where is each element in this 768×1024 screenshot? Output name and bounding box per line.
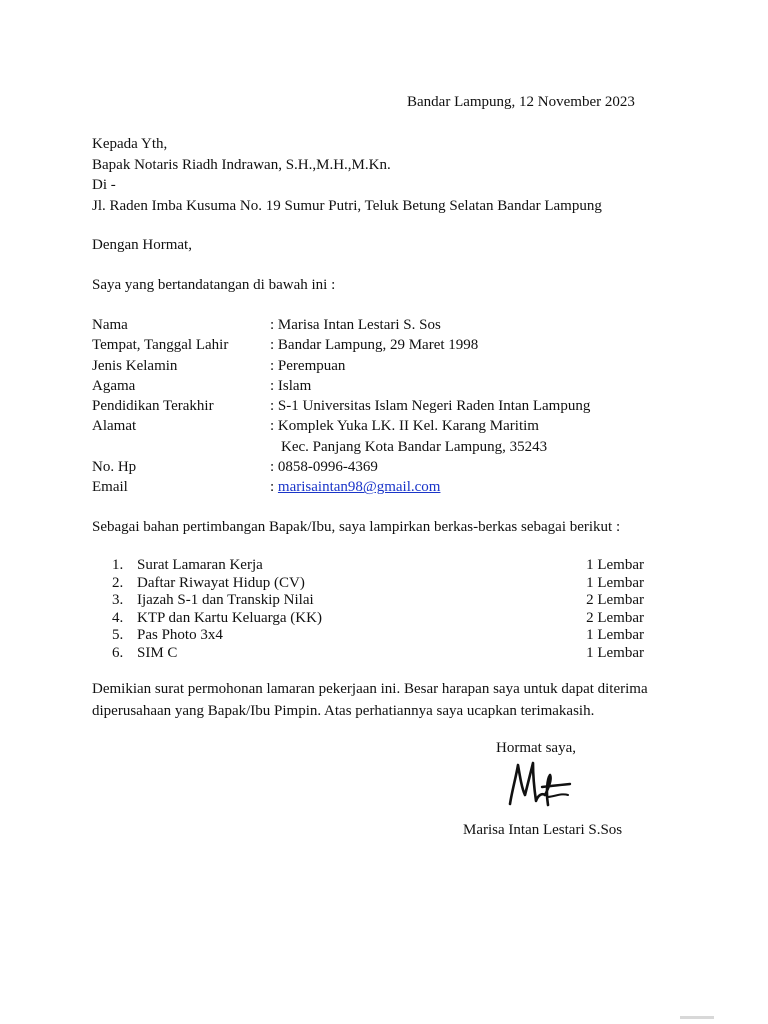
gender-label: Jenis Kelamin <box>92 357 178 374</box>
list-item <box>112 644 644 662</box>
list-item <box>112 591 644 609</box>
closing-line-1: Demikian surat permohonan lamaran pekerjaan ini. Besar harapan saya untuk dapat diterima <box>92 681 648 697</box>
closing-paragraph <box>92 680 648 724</box>
list-item-name: SIM C <box>137 644 178 661</box>
attachments-list <box>112 556 644 662</box>
recipient-address: Jl. Raden Imba Kusuma No. 19 Sumur Putri, Teluk Betung Selatan Bandar Lampung <box>92 197 602 214</box>
recipient-block <box>92 135 602 217</box>
list-item-quantity: 1 Lembar <box>586 627 644 644</box>
email-link[interactable]: marisaintan98@gmail.com <box>277 479 441 496</box>
religion-value: : Islam <box>270 377 312 394</box>
recipient-di: Di - <box>92 177 116 193</box>
list-item <box>112 626 644 644</box>
recipient-salutation: Kepada Yth, <box>92 136 168 152</box>
name-label: Nama <box>92 317 128 333</box>
attachments-intro: Sebagai bahan pertimbangan Bapak/Ibu, saya lampirkan berkas-berkas sebagai berikut : <box>92 519 621 535</box>
list-item <box>112 609 644 627</box>
education-value: : S-1 Universitas Islam Negeri Raden Intan Lampung <box>270 398 591 415</box>
email-value-wrap <box>270 478 440 496</box>
religion-label: Agama <box>92 377 136 394</box>
list-item-quantity: 1 Lembar <box>586 574 644 591</box>
signature-icon <box>500 757 580 813</box>
footer-mark <box>680 1016 714 1019</box>
phone-label: No. Hp <box>92 459 137 476</box>
list-item-number: 3. <box>112 592 124 609</box>
list-item-number: 5. <box>112 627 124 644</box>
list-item-name: Surat Lamaran Kerja <box>137 557 263 573</box>
birth-label: Tempat, Tanggal Lahir <box>92 337 229 354</box>
closing-line-2: diperusahaan yang Bapak/Ibu Pimpin. Atas perhatiannya saya ucapkan terimakasih. <box>92 703 595 719</box>
education-label: Pendidikan Terakhir <box>92 398 214 415</box>
birth-value: : Bandar Lampung, 29 Maret 1998 <box>270 337 479 354</box>
list-item-name: Pas Photo 3x4 <box>137 627 223 644</box>
address-value-line1: : Komplek Yuka LK. II Kel. Karang Maritim <box>270 418 539 435</box>
gender-value: : Perempuan <box>270 357 346 374</box>
list-item-quantity: 1 Lembar <box>586 644 644 661</box>
list-item-quantity: 2 Lembar <box>586 592 644 609</box>
intro-text: Saya yang bertandatangan di bawah ini : <box>92 277 336 293</box>
signer-name: Marisa Intan Lestari S.Sos <box>463 822 623 838</box>
email-label: Email <box>92 479 128 496</box>
list-item <box>112 556 644 574</box>
sign-off: Hormat saya, <box>496 740 576 756</box>
list-item-number: 1. <box>112 557 124 573</box>
list-item-quantity: 2 Lembar <box>586 609 644 626</box>
list-item-number: 6. <box>112 644 124 661</box>
list-item-name: Daftar Riwayat Hidup (CV) <box>137 574 305 591</box>
list-item-name: KTP dan Kartu Keluarga (KK) <box>137 609 322 626</box>
address-value-line2: Kec. Panjang Kota Bandar Lampung, 35243 <box>281 438 548 455</box>
address-label: Alamat <box>92 418 137 435</box>
list-item-number: 4. <box>112 609 124 626</box>
name-value: : Marisa Intan Lestari S. Sos <box>270 317 441 333</box>
greeting: Dengan Hormat, <box>92 237 192 253</box>
list-item-name: Ijazah S-1 dan Transkip Nilai <box>137 592 314 609</box>
phone-value: : 0858-0996-4369 <box>270 459 378 476</box>
recipient-name: Bapak Notaris Riadh Indrawan, S.H.,M.H.,M.Kn. <box>92 156 391 173</box>
list-item-quantity: 1 Lembar <box>586 557 644 573</box>
list-item <box>112 574 644 592</box>
list-item-number: 2. <box>112 574 124 591</box>
email-colon: : <box>270 479 278 496</box>
place-date: Bandar Lampung, 12 November 2023 <box>407 94 635 110</box>
